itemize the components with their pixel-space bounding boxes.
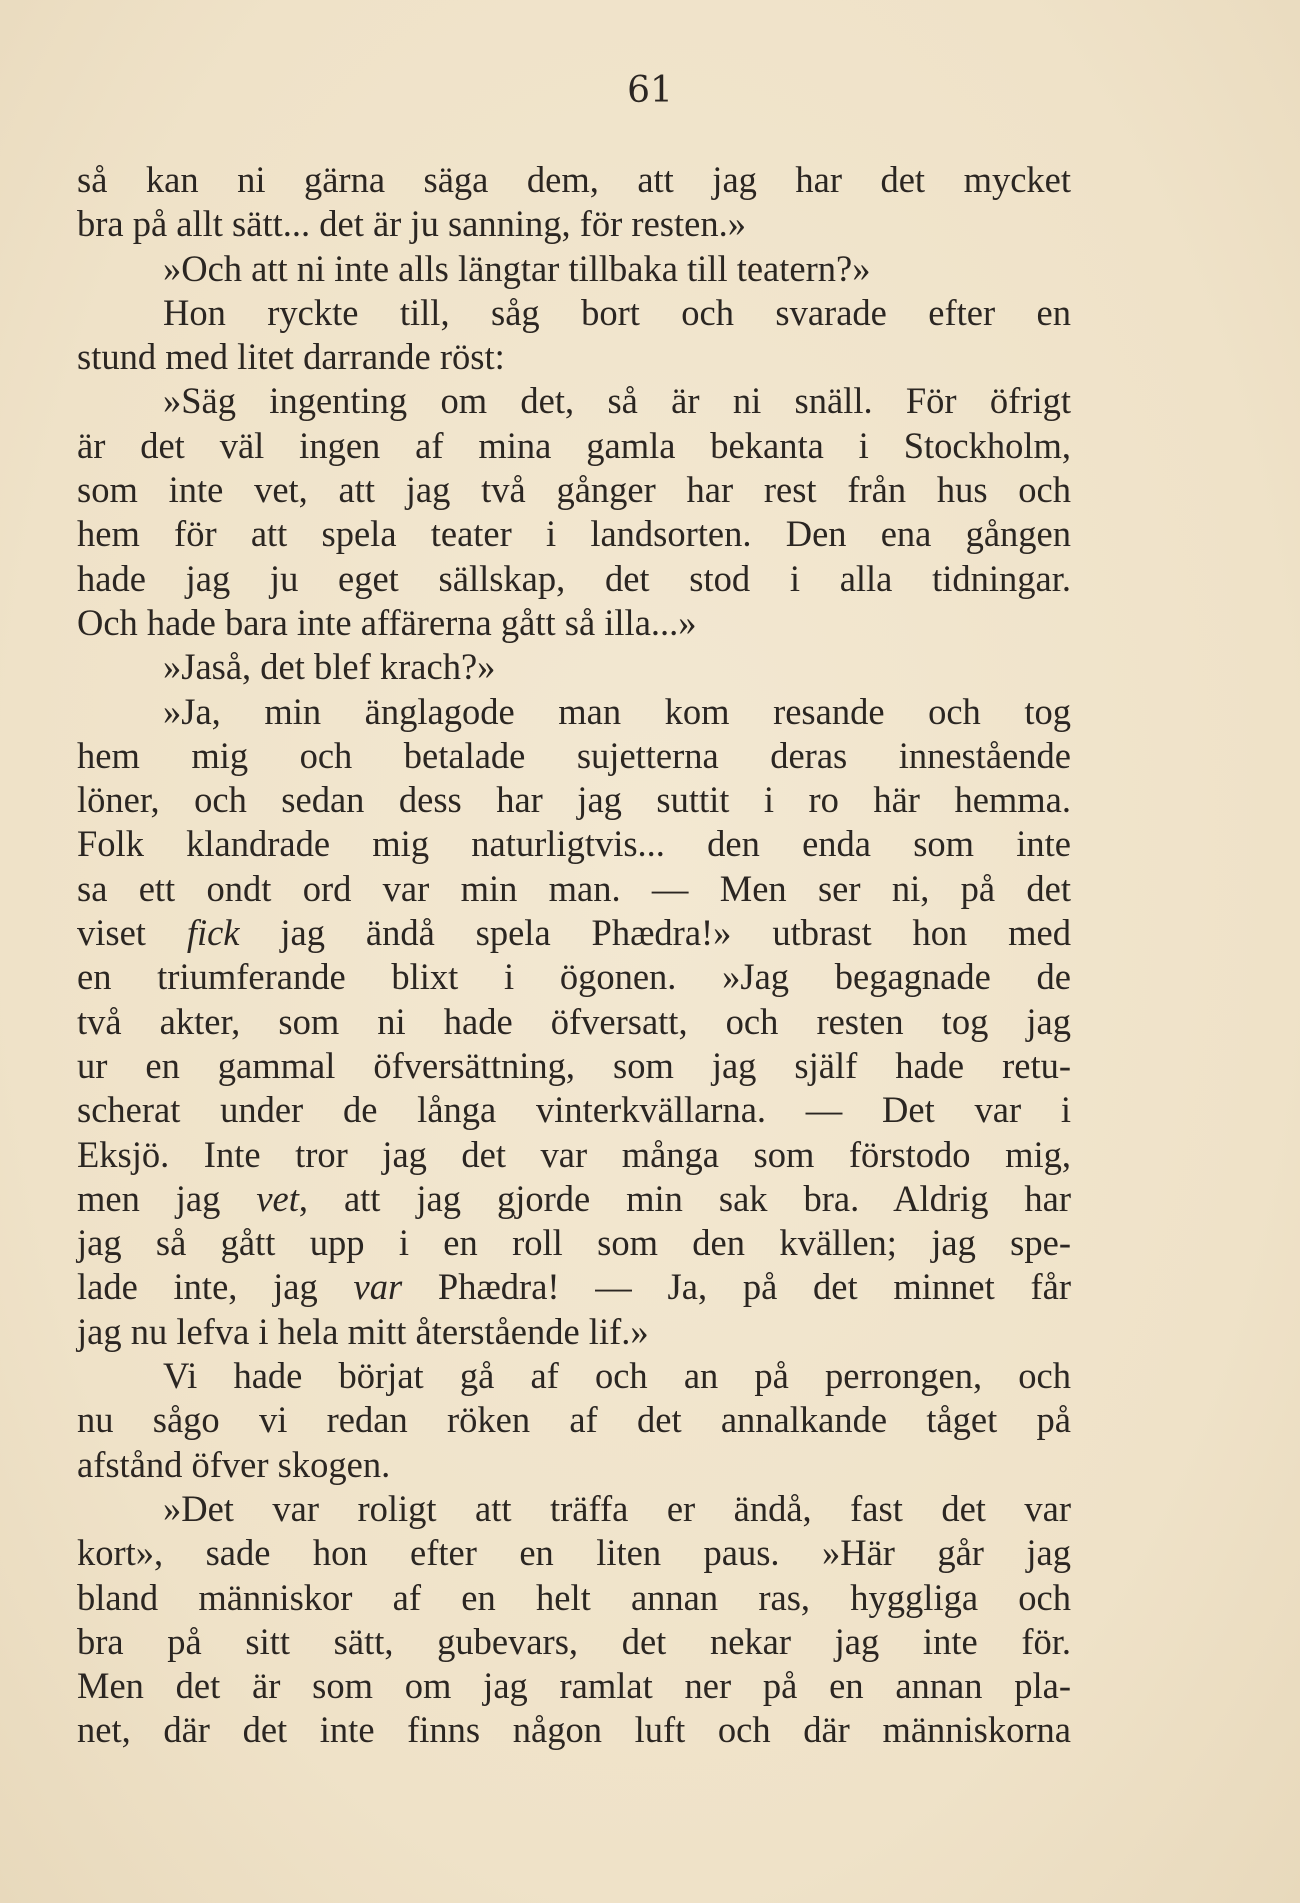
body-text: [77, 158, 1071, 1753]
text-line: »Det var roligt att träffa er ändå, fast det var: [163, 1487, 1071, 1529]
emphasis: vet: [256, 1177, 299, 1219]
text-line: kort», sade hon efter en liten paus. »Här går jag: [77, 1532, 1071, 1574]
text-line: scherat under de långa vinterkvällarna. — Det var i: [77, 1089, 1071, 1131]
page-number: 61: [627, 70, 673, 111]
text-line: lade inte, jag var Phædra! — Ja, på det minnet får: [77, 1266, 1072, 1308]
text-line: »Ja, min änglagode man kom resande och tog: [163, 690, 1071, 732]
text-line: en triumferande blixt i ögonen. »Jag begagnade de: [77, 956, 1071, 998]
text-line: så kan ni gärna säga dem, att jag har det mycket: [77, 159, 1071, 200]
text-line: Eksjö. Inte tror jag det var många som förstodo mig,: [77, 1133, 1071, 1175]
text-line: hem mig och betalade sujetterna deras innestående: [77, 734, 1071, 776]
text-line: »Och att ni inte alls längtar tillbaka till teatern?»: [163, 247, 871, 289]
text-line: jag nu lefva i hela mitt återstående lif.»: [77, 1310, 649, 1352]
text-line: stund med litet darrande röst:: [77, 336, 505, 378]
text-line: är det väl ingen af mina gamla bekanta i Stockholm,: [77, 424, 1071, 466]
text-line: nu sågo vi redan röken af det annalkande tåget på: [77, 1399, 1071, 1441]
text-line: sa ett ondt ord var min man. — Men ser ni, på det: [77, 867, 1071, 909]
text-line: »Säg ingenting om det, så är ni snäll. För öfrigt: [163, 380, 1071, 422]
text-line: Och hade bara inte affärerna gått så illa...»: [77, 601, 697, 643]
emphasis: var: [353, 1266, 403, 1308]
text-line: afstånd öfver skogen.: [77, 1443, 391, 1485]
text-line: viset fick jag ändå spela Phædra!» utbrast hon med: [77, 912, 1072, 954]
text-line: Hon ryckte till, såg bort och svarade efter en: [163, 291, 1071, 333]
text-line: men jag vet, att jag gjorde min sak bra. Aldrig har: [77, 1177, 1072, 1219]
text-line: hem för att spela teater i landsorten. Den ena gången: [77, 513, 1071, 555]
text-line: Folk klandrade mig naturligtvis... den enda som inte: [77, 823, 1071, 865]
text-line: Vi hade börjat gå af och an på perrongen, och: [163, 1355, 1071, 1397]
text-line: bra på sitt sätt, gubevars, det nekar jag inte för.: [77, 1620, 1071, 1662]
text-line: bra på allt sätt... det är ju sanning, för resten.»: [77, 203, 746, 245]
text-line: net, där det inte finns någon luft och där människorna: [77, 1709, 1071, 1751]
text-line: hade jag ju eget sällskap, det stod i alla tidningar.: [77, 557, 1071, 599]
emphasis: fick: [186, 912, 240, 954]
text-line: jag så gått upp i en roll som den kvällen; jag spe-: [77, 1222, 1071, 1264]
text-line: Men det är som om jag ramlat ner på en annan pla-: [77, 1665, 1071, 1707]
text-line: löner, och sedan dess har jag suttit i ro här hemma.: [77, 779, 1071, 821]
text-line: två akter, som ni hade öfversatt, och resten tog jag: [77, 1000, 1071, 1042]
text-line: som inte vet, att jag två gånger har rest från hus och: [77, 469, 1071, 511]
text-line: ur en gammal öfversättning, som jag själf hade retu-: [77, 1044, 1071, 1086]
text-line: bland människor af en helt annan ras, hyggliga och: [77, 1576, 1071, 1618]
text-line: »Jaså, det blef krach?»: [163, 646, 496, 688]
